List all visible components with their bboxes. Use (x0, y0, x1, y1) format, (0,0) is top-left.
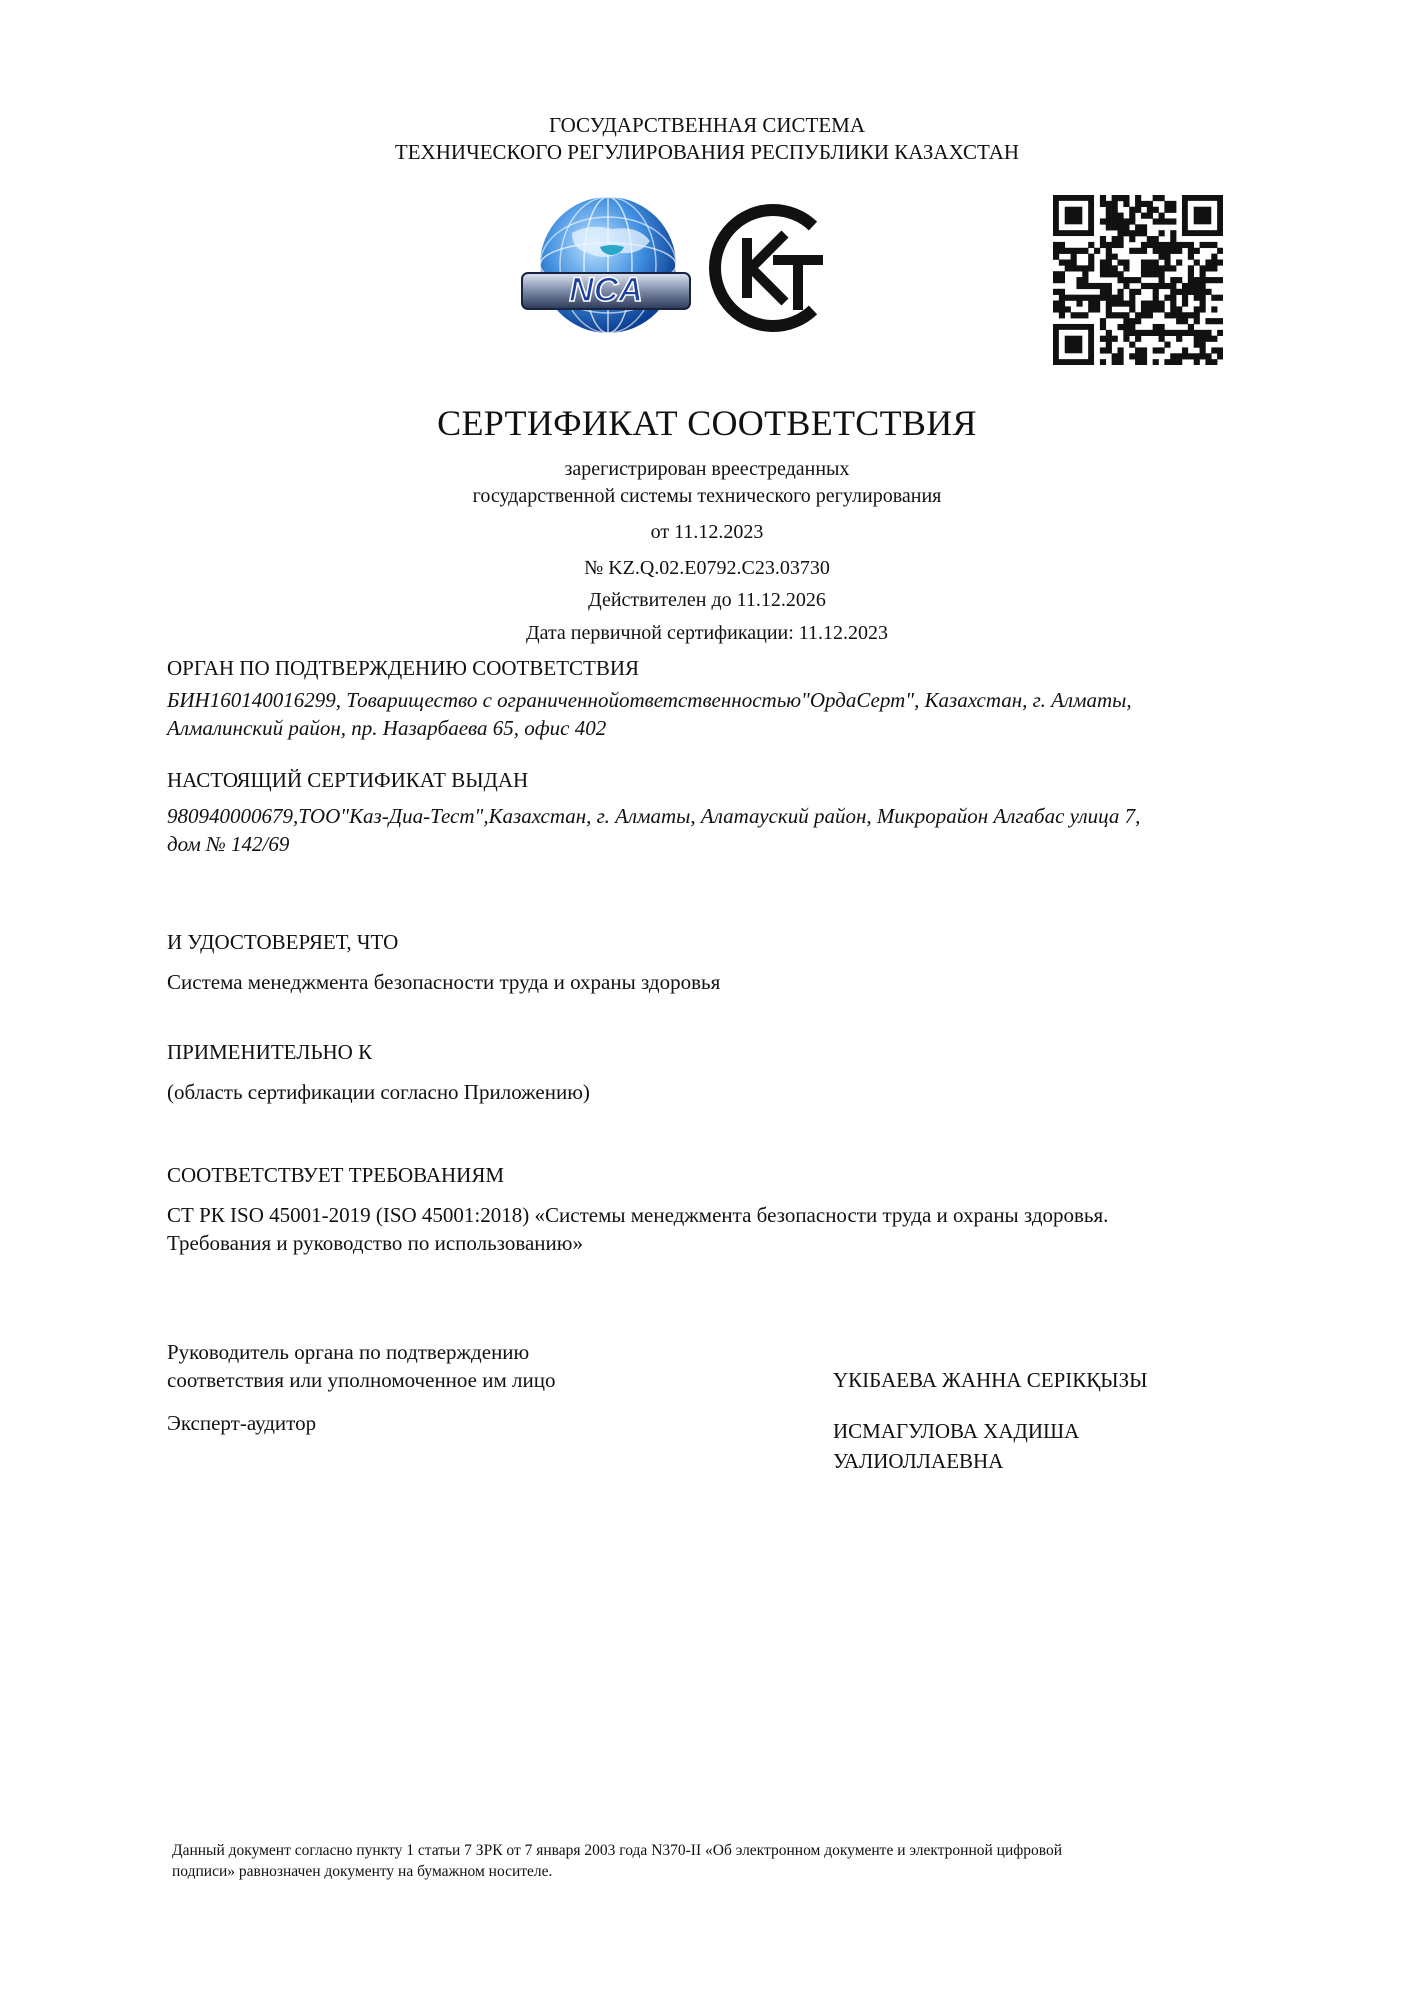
expert-name-line-2: УАЛИОЛЛАЕВНА (833, 1449, 1004, 1473)
footer-line-2: подписи» равнозначен документу на бумажном носителе. (172, 1863, 553, 1880)
first-certification-date: Дата первичной сертификации: 11.12.2023 (525, 622, 889, 644)
applies-value: (область сертификации согласно Приложению) (167, 1080, 590, 1104)
body-value-line-1: БИН160140016299, Товарищество с ограниченнойответственностью"ОрдаСерт", Казахстан, г. Алматы, (167, 688, 1132, 712)
head-role-line-1: Руководитель органа по подтверждению (167, 1340, 530, 1364)
head-role-line-2: соответствия или уполномоченное им лицо (167, 1368, 556, 1392)
complies-label: СООТВЕТСТВУЕТ ТРЕБОВАНИЯМ (167, 1163, 505, 1187)
nca-logo-icon (520, 195, 692, 345)
certificate-number: № KZ.Q.02.E0792.C23.03730 (584, 557, 830, 579)
header-line-2: ТЕХНИЧЕСКОГО РЕГУЛИРОВАНИЯ РЕСПУБЛИКИ КАЗАХСТАН (394, 140, 1020, 164)
expert-role: Эксперт-аудитор (167, 1411, 317, 1435)
registered-line-2: государственной системы технического регулирования (472, 485, 942, 507)
issued-label: НАСТОЯЩИЙ СЕРТИФИКАТ ВЫДАН (167, 768, 529, 792)
applies-label: ПРИМЕНИТЕЛЬНО К (167, 1040, 373, 1064)
certifies-label: И УДОСТОВЕРЯЕТ, ЧТО (167, 930, 399, 954)
expert-name-line-1: ИСМАГУЛОВА ХАДИША (833, 1419, 1080, 1443)
qr-code-icon (1053, 195, 1223, 365)
head-name: ҮКІБАЕВА ЖАННА СЕРІКҚЫЗЫ (833, 1368, 1148, 1392)
body-value-line-2: Алмалинский район, пр. Назарбаева 65, офис 402 (167, 716, 607, 740)
certificate-date: от 11.12.2023 (650, 521, 764, 543)
issued-value-line-2: дом № 142/69 (167, 832, 290, 856)
complies-value-line-1: СТ РК ISO 45001-2019 (ISO 45001:2018) «Системы менеджмента безопасности труда и охраны здоровья. (167, 1203, 1109, 1227)
footer-line-1: Данный документ согласно пункту 1 статьи 7 ЗРК от 7 января 2003 года N370-II «Об электронном документе и электронной цифровой (172, 1842, 1063, 1859)
nca-logo-text: NCA (569, 271, 643, 309)
kt-mark-text: KT (705, 200, 707, 201)
registered-line-1: зарегистрирован вреестреданных (564, 458, 850, 480)
kt-mark-icon (705, 200, 835, 335)
body-label: ОРГАН ПО ПОДТВЕРЖДЕНИЮ СООТВЕТСТВИЯ (167, 656, 640, 680)
certificate-title: СЕРТИФИКАТ СООТВЕТСТВИЯ (437, 403, 977, 443)
issued-value-line-1: 980940000679,ТОО"Каз-Диа-Тест",Казахстан, г. Алматы, Алатауский район, Микрорайон Алгабас улица 7, (167, 804, 1141, 828)
certifies-value: Система менеджмента безопасности труда и охраны здоровья (167, 970, 721, 994)
complies-value-line-2: Требования и руководство по использованию» (167, 1231, 583, 1255)
header-line-1: ГОСУДАРСТВЕННАЯ СИСТЕМА (548, 113, 866, 137)
valid-until: Действителен до 11.12.2026 (588, 589, 826, 611)
